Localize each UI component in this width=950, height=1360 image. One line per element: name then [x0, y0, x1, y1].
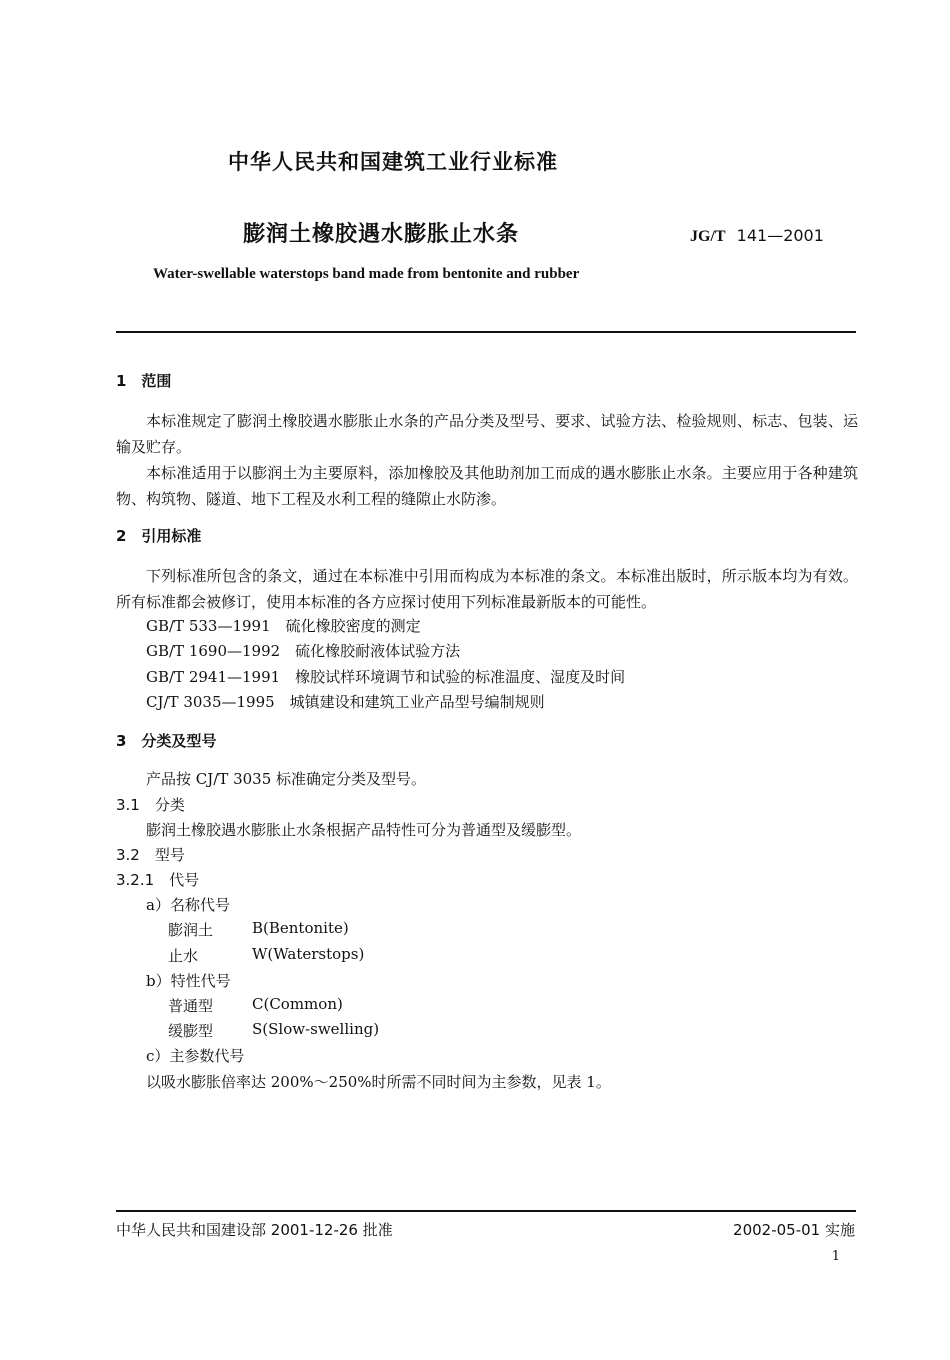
footer-divider: [116, 1210, 856, 1212]
section-3-2-heading: 3.2 型号: [116, 846, 185, 864]
section-3-main-parameter-text: 以吸水膨胀倍率达 200%～250%时所需不同时间为主参数，见表 1。: [146, 1073, 611, 1091]
standard-code: [690, 226, 824, 246]
section-3-intro: 产品按 CJ/T 3035 标准确定分类及型号。: [146, 770, 427, 788]
document-title-cn: 膨润土橡胶遇水膨胀止水条: [243, 222, 520, 247]
reference-item: GB/T 533—1991 硫化橡胶密度的测定: [146, 617, 421, 635]
section-3-1-text: 膨润土橡胶遇水膨胀止水条根据产品特性可分为普通型及缓膨型。: [146, 821, 582, 839]
standard-code-number: 141—2001: [736, 226, 824, 245]
effective-date: 2002-05-01 实施: [733, 1221, 855, 1239]
reference-item: GB/T 1690—1992 硫化橡胶耐液体试验方法: [146, 642, 461, 660]
code-name: 止水: [168, 947, 199, 965]
standard-code-prefix: JG/T: [690, 228, 726, 245]
section-3-1-heading: 3.1 分类: [116, 796, 185, 814]
list-label-c: c）主参数代号: [146, 1047, 245, 1065]
code-name: 普通型: [168, 997, 214, 1015]
approval-statement: 中华人民共和国建设部 2001-12-26 批准: [116, 1221, 393, 1239]
section-1-paragraph-1: 本标准规定了膨润土橡胶遇水膨胀止水条的产品分类及型号、要求、试验方法、检验规则、标志、包装、运输及贮存。: [116, 412, 858, 456]
section-3-heading: 3 分类及型号: [116, 732, 217, 750]
section-2-heading: 2 引用标准: [116, 527, 202, 545]
reference-item: CJ/T 3035—1995 城镇建设和建筑工业产品型号编制规则: [146, 693, 545, 711]
code-value: S(Slow-swelling): [252, 1020, 380, 1038]
section-2-paragraph: 下列标准所包含的条文，通过在本标准中引用而构成为本标准的条文。本标准出版时，所示版本均为有效。所有标准都会被修订，使用本标准的各方应探讨使用下列标准最新版本的可能性。: [116, 567, 858, 611]
section-1-heading: 1 范围: [116, 372, 172, 390]
code-value: C(Common): [252, 995, 343, 1013]
section-3-2-1-heading: 3.2.1 代号: [116, 871, 200, 889]
list-label-b: b）特性代号: [146, 972, 231, 990]
standard-category: 中华人民共和国建筑工业行业标准: [228, 150, 558, 174]
header-divider: [116, 331, 856, 333]
list-label-a: a）名称代号: [146, 896, 230, 914]
document-title-en: Water-swellable waterstops band made from bentonite and rubber: [153, 266, 580, 282]
code-name: 膨润土: [168, 921, 214, 939]
section-1-paragraph-2: 本标准适用于以膨润土为主要原料，添加橡胶及其他助剂加工而成的遇水膨胀止水条。主要应用于各种建筑物、构筑物、隧道、地下工程及水利工程的缝隙止水防渗。: [116, 464, 858, 508]
code-value: B(Bentonite): [252, 919, 349, 937]
reference-item: GB/T 2941—1991 橡胶试样环境调节和试验的标准温度、湿度及时间: [146, 668, 626, 686]
code-name: 缓膨型: [168, 1022, 214, 1040]
code-value: W(Waterstops): [252, 945, 365, 963]
page-number: 1: [831, 1249, 840, 1264]
